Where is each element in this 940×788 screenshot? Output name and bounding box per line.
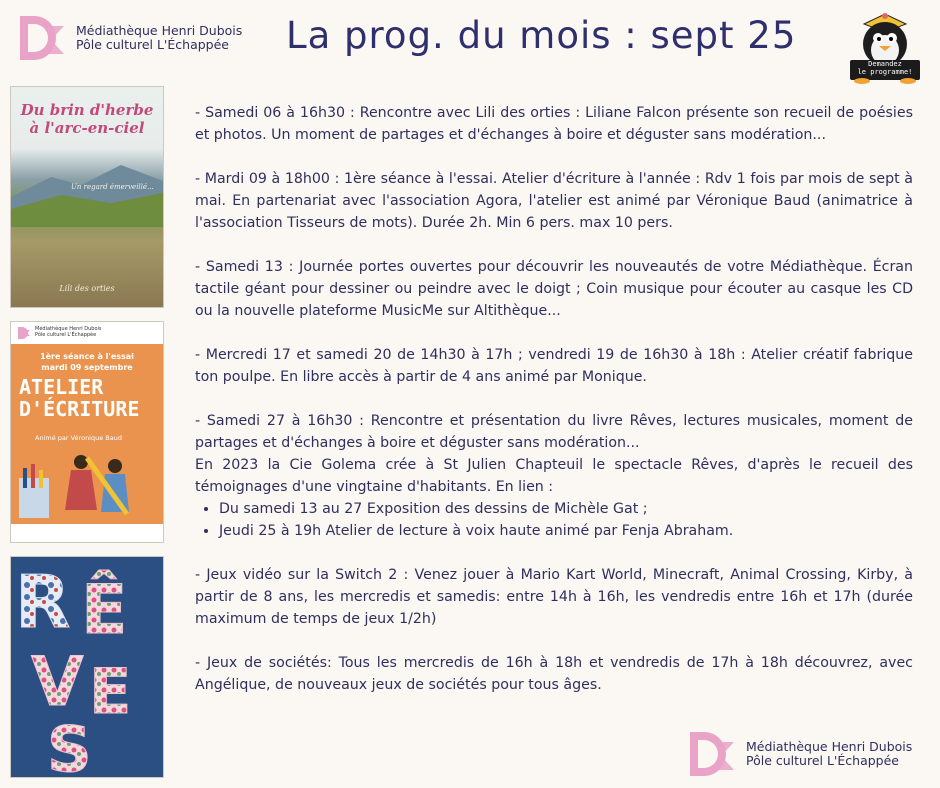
event-jeux-video: - Jeux vidéo sur la Switch 2 : Venez jouer à Mario Kart World, Minecraft, Animal Crossing, Kirby, à partir de 8 ans, les mercredis et samedis: entre 14h à 16h, les vendredis entre 16h et 17h (durée maximum de temps de jeux 1/2h) — [195, 567, 913, 627]
poster-header-line-1: Médiathèque Henri Dubois — [35, 326, 102, 332]
library-logo-top — [18, 14, 242, 62]
event-jeux-societe: - Jeux de sociétés: Tous les mercredis de 16h à 18h et vendredis de 17h à 18h découvrez, avec Angélique, de nouveaux jeux de sociétés pour tous âges. — [195, 655, 913, 693]
book-author: Lili des orties — [59, 284, 115, 293]
penguin-sign — [846, 60, 924, 76]
library-logo-icon — [18, 14, 66, 62]
book-cover-image — [10, 86, 164, 308]
event-reves-details: En 2023 la Cie Golema crée à St Julien Chapteuil le spectacle Rêves, d'après le recueil des témoignages d'une vingtaine d'habitants. En lien : — [195, 457, 913, 495]
event-atelier-poulpe: - Mercredi 17 et samedi 20 de 14h30 à 17h ; vendredi 19 de 16h30 à 18h : Atelier créatif fabrique ton poulpe. En libre accès à partir de 4 ans animé par Monique. — [195, 347, 913, 385]
logo-line-2: Pôle culturel L'Échappée — [746, 753, 899, 768]
book-title-line-1: Du brin d'herbe — [20, 101, 154, 119]
letter-r: R — [15, 560, 71, 644]
penguin-sign-line-1: Demandez — [868, 60, 902, 68]
logo-text — [746, 740, 912, 769]
letter-v: V — [31, 643, 84, 722]
event-reves-bullets — [195, 498, 913, 542]
library-logo-icon — [17, 326, 31, 340]
event-portes-ouvertes: - Samedi 13 : Journée portes ouvertes pour découvrir les nouveautés de votre Médiathèque. Écran tactile géant pour dessiner ou peindre avec le doigt ; Coin musique pour écouter au casque les CD ou la nouvelle plateforme MusicMe sur Altithèque... — [195, 259, 913, 319]
list-item: • Jeudi 25 à 19h Atelier de lecture à voix haute animé par Fenja Abraham. — [219, 520, 913, 542]
book-title-line-2: à l'arc-en-ciel — [29, 119, 145, 137]
library-logo-icon — [688, 730, 736, 778]
logo-text — [76, 24, 242, 53]
logo-line-1: Médiathèque Henri Dubois — [76, 22, 243, 38]
list-item: • Du samedi 13 au 27 Exposition des dessins de Michèle Gat ; — [219, 498, 913, 520]
event-atelier-ecriture: - Mardi 09 à 18h00 : 1ère séance à l'essai. Atelier d'écriture à l'année : Rdv 1 fois par mois de sept à mai. En partenariat avec l'association Agora, l'atelier est animé par Véronique Baud (animatrice à l'association Tisseurs de mots). Durée 2h. Min 6 pers. max 10 pers. — [195, 171, 913, 231]
logo-line-1: Médiathèque Henri Dubois — [746, 738, 913, 754]
library-logo-bottom — [688, 730, 912, 778]
writers-illustration-icon — [11, 448, 163, 524]
poster-date: mardi 09 septembre — [41, 363, 133, 372]
letter-e: E — [89, 655, 132, 728]
letter-e-circumflex: Ê — [81, 571, 128, 650]
poster-title-line-2: D'ÉCRITURE — [19, 397, 140, 421]
fabric-letters-icon — [11, 557, 163, 777]
reves-letters-image — [10, 556, 164, 778]
letter-s: S — [47, 713, 92, 777]
page-title: La prog. du mois : sept 25 — [286, 14, 797, 57]
book-title — [11, 101, 163, 137]
poster-header-line-2: Pôle culturel L'Échappée — [35, 332, 97, 338]
book-subtitle: Un regard émerveillé... — [71, 183, 154, 191]
poster-title-line-1: ATELIER — [19, 375, 104, 399]
events-list — [195, 102, 913, 718]
poster-footer — [11, 524, 163, 542]
poster-session-label: 1ère séance à l'essai — [40, 352, 134, 361]
poster-animator: Animé par Véronique Baud — [35, 434, 122, 442]
poster-header — [11, 322, 163, 344]
atelier-poster-image — [10, 321, 164, 543]
logo-line-2: Pôle culturel L'Échappée — [76, 37, 229, 52]
poster-title — [19, 376, 159, 420]
penguin-sign-line-2: le programme! — [857, 68, 913, 76]
event-reves-rencontre: - Samedi 27 à 16h30 : Rencontre et présentation du livre Rêves, lectures musicales, moment de partages et d'échanges à boire et déguster sans modération... — [195, 413, 913, 451]
poster-header-text — [35, 326, 102, 338]
event-lili-des-orties: - Samedi 06 à 16h30 : Rencontre avec Lili des orties : Liliane Falcon présente son recueil de poésies et photos. Un moment de partages et d'échanges à boire et déguster sans modération... — [195, 105, 913, 143]
